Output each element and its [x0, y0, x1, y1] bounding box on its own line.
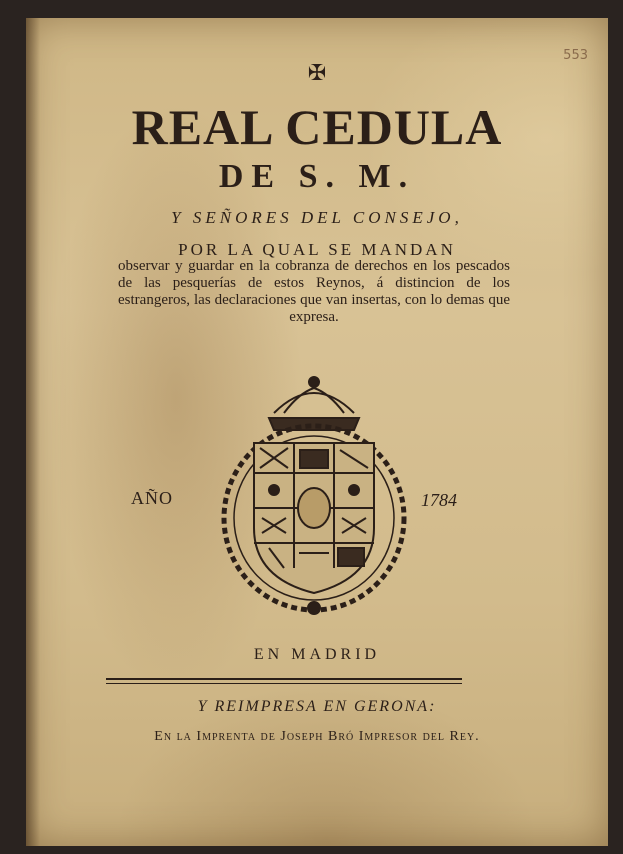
cross-ornament: ✠: [307, 60, 327, 85]
printer-line: En la Imprenta de Joseph Bró Impresor del Rey.: [154, 729, 480, 744]
royal-coat-of-arms-icon: [214, 368, 414, 618]
title-line-3: Y SEÑORES DEL CONSEJO,: [171, 208, 463, 227]
divider-rule: [106, 678, 462, 684]
folio-number: 553: [563, 48, 588, 63]
title-line-2: DE S. M.: [218, 158, 416, 195]
imprint-place: EN MADRID: [253, 646, 381, 663]
title-line-4: POR LA QUAL SE MANDAN: [178, 240, 456, 259]
year-label: AÑO: [131, 488, 173, 508]
title-line-1: REAL CEDULA: [131, 99, 503, 155]
reprint-line: Y REIMPRESA EN GERONA:: [197, 698, 437, 715]
decree-summary: observar y guardar en la cobranza de derechos en los pescados de las pesquerías de estos Reynos, á distincion de los estrangeros, las declaraciones que van insertas, con lo demas que expresa.: [118, 258, 510, 325]
document-page: [26, 18, 608, 846]
year-value: 1784: [421, 490, 457, 510]
